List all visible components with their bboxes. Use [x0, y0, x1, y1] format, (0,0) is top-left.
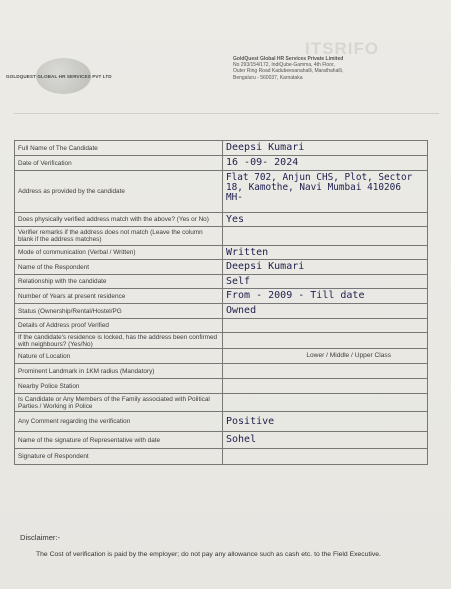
- field-value: Sohel: [226, 434, 257, 445]
- table-row: [15, 246, 427, 260]
- table-row: [15, 275, 427, 289]
- table-row: [15, 412, 427, 432]
- field-value: Yes: [226, 213, 245, 225]
- table-row: [15, 171, 427, 213]
- table-row: [15, 364, 427, 379]
- field-value: [223, 364, 427, 378]
- field-label: Number of Years at present residence: [15, 289, 223, 303]
- logo-text: GOLDQUEST GLOBAL HR SERVICES PVT LTD: [6, 74, 112, 79]
- table-row: [15, 319, 427, 333]
- verification-table: [14, 140, 428, 465]
- field-label: Relationship with the candidate: [15, 275, 223, 288]
- field-value: Positive: [226, 415, 275, 427]
- header-divider: [14, 113, 439, 114]
- company-name: GoldQuest Global HR Services Private Limited: [233, 56, 344, 62]
- table-row: [15, 213, 427, 227]
- field-label: Mode of communication (Verbal / Written): [15, 246, 223, 259]
- field-value: [223, 227, 427, 245]
- field-value: [223, 319, 427, 332]
- field-label: Signature of Respondent: [15, 449, 223, 464]
- field-label: Status (Ownership/Rental/Hostel/PG: [15, 304, 223, 318]
- field-label: Address as provided by the candidate: [15, 171, 223, 212]
- field-value: [223, 449, 427, 464]
- field-label: Nearby Police Station: [15, 379, 223, 393]
- field-label: Does physically verified address match with the above? (Yes or No): [15, 213, 223, 226]
- table-row: [15, 432, 427, 449]
- field-value: Deepsi Kumari: [226, 261, 305, 272]
- field-value: Deepsi Kumari: [226, 142, 305, 153]
- address-line: Flat 702, Anjun CHS, Plot, Sector: [226, 172, 413, 183]
- disclaimer-text: The Cost of verification is paid by the employer; do not pay any allowance such as cash etc. to the Field Executive.: [36, 551, 381, 558]
- address-line-2: Outer Ring Road Kadubeesanahalli, Marathahalli,: [233, 68, 344, 75]
- disclaimer-title: Disclaimer:-: [20, 533, 61, 542]
- table-row: [15, 260, 427, 275]
- table-row: [15, 227, 427, 246]
- table-row: [15, 449, 427, 465]
- field-label: If the candidate's residence is locked, has the address been confirmed with neighbours? (Yes/No): [15, 333, 223, 348]
- table-row: [15, 289, 427, 304]
- table-row: [15, 379, 427, 394]
- field-label: Verifier remarks if the address does not match (Leave the column blank if the address matches): [15, 227, 223, 245]
- address-line-1: No 293/154/172, IndiQube-Gamma, 4th Floor,: [233, 62, 335, 69]
- field-label: Full Name of The Candidate: [15, 141, 223, 155]
- company-address-block: [233, 56, 443, 81]
- table-row: [15, 394, 427, 412]
- field-value: 16 -09- 2024: [226, 157, 299, 168]
- field-value: [223, 394, 427, 411]
- field-value: [223, 379, 427, 393]
- field-value: Written: [226, 246, 269, 258]
- field-label: Nature of Location: [15, 349, 223, 363]
- field-label: Any Comment regarding the verification: [15, 412, 223, 431]
- field-label: Date of Verification: [15, 156, 223, 170]
- table-row: [15, 156, 427, 171]
- table-row: [15, 333, 427, 349]
- field-value: Lower / Middle / Upper Class: [306, 352, 391, 359]
- field-label: Name of the signature of Representative with date: [15, 432, 223, 448]
- table-row: [15, 349, 427, 364]
- address-line: 18, Kamothe, Navi Mumbai 410206: [226, 182, 401, 193]
- company-logo: [6, 56, 146, 96]
- address-line: MH-: [226, 192, 243, 203]
- field-value: [223, 333, 427, 348]
- address-line-3: Bengaluru - 560037, Karnataka: [233, 74, 303, 81]
- field-value: [223, 171, 427, 212]
- field-value: From - 2009 - Till date: [226, 290, 365, 301]
- field-value: Self: [226, 275, 251, 287]
- field-label: Prominent Landmark in 1KM radius (Mandatory): [15, 364, 223, 378]
- field-label: Is Candidate or Any Members of the Family associated with Political Parties / Working in Police: [15, 394, 223, 411]
- table-row: [15, 304, 427, 319]
- watermark: ITSRIFO: [305, 39, 380, 58]
- field-value: Owned: [226, 305, 257, 316]
- field-label: Details of Address proof Verified: [15, 319, 223, 332]
- field-label: Name of the Respondent: [15, 260, 223, 274]
- table-row: [15, 141, 427, 156]
